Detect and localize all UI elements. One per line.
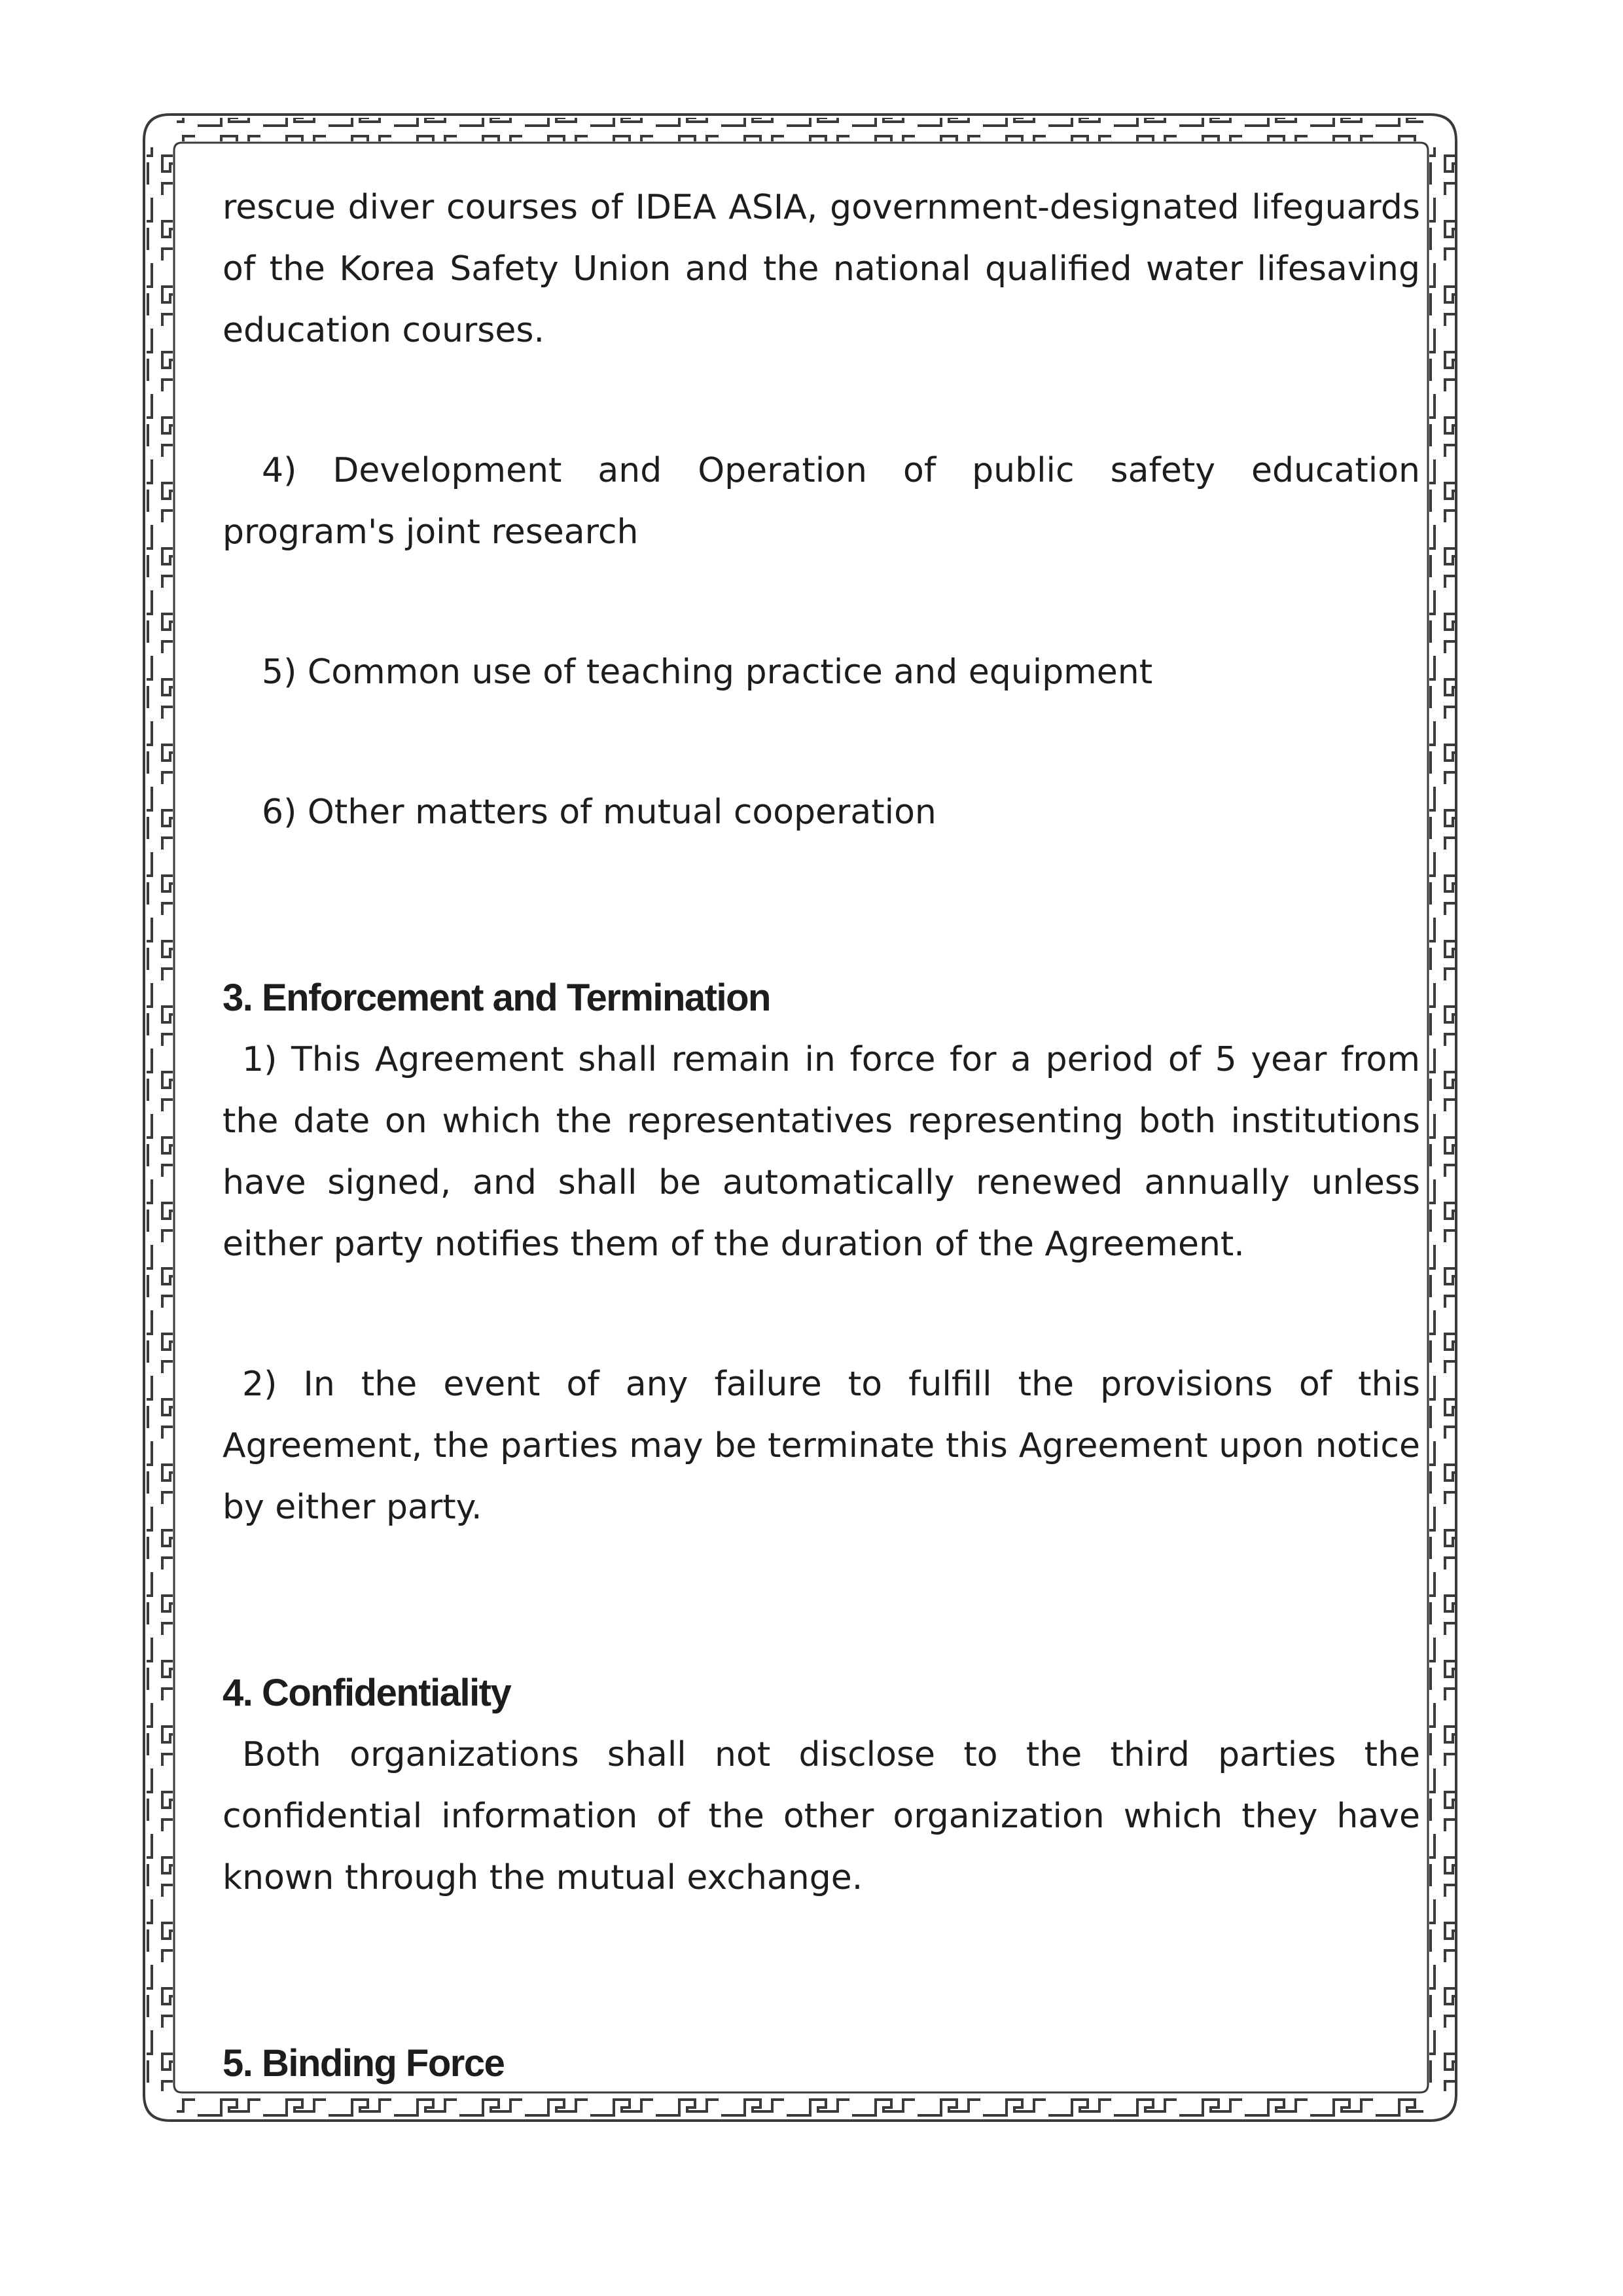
list-item-6: 6) Other matters of mutual cooperation	[262, 793, 936, 832]
list-item-4: 4) Development and Operation of public safety education program's joint research	[223, 451, 1420, 552]
intro-paragraph: rescue diver courses of IDEA ASIA, government-designated lifeguards of the Korea Safety Union and the national qualified water lifesaving education courses.	[223, 188, 1420, 350]
section-3-heading: 3. Enforcement and Termination	[223, 977, 770, 1019]
section-5-heading: 5. Binding Force	[223, 2042, 505, 2085]
section-3-paragraph-2: 2) In the event of any failure to fulfill the provisions of this Agreement, the parties may be terminate this Agreement upon notice by either party.	[223, 1365, 1420, 1527]
document-body	[223, 177, 1420, 2094]
section-3-paragraph-1: 1) This Agreement shall remain in force for a period of 5 year from the date on which the representatives representing both institutions have signed, and shall be automatically renewed annually unless either party notifies them of the duration of the Agreement.	[223, 1040, 1420, 1264]
border-right-band	[1429, 147, 1455, 2091]
border-top-band	[177, 118, 1423, 141]
section-4-paragraph: Both organizations shall not disclose to the third parties the confidential information of the other organization which they have known through the mutual exchange.	[223, 1735, 1420, 1897]
border-bottom-band	[177, 2094, 1423, 2118]
border-left-band	[147, 147, 173, 2091]
section-4-heading: 4. Confidentiality	[223, 1672, 511, 1714]
list-item-5: 5) Common use of teaching practice and equipment	[262, 653, 1153, 692]
